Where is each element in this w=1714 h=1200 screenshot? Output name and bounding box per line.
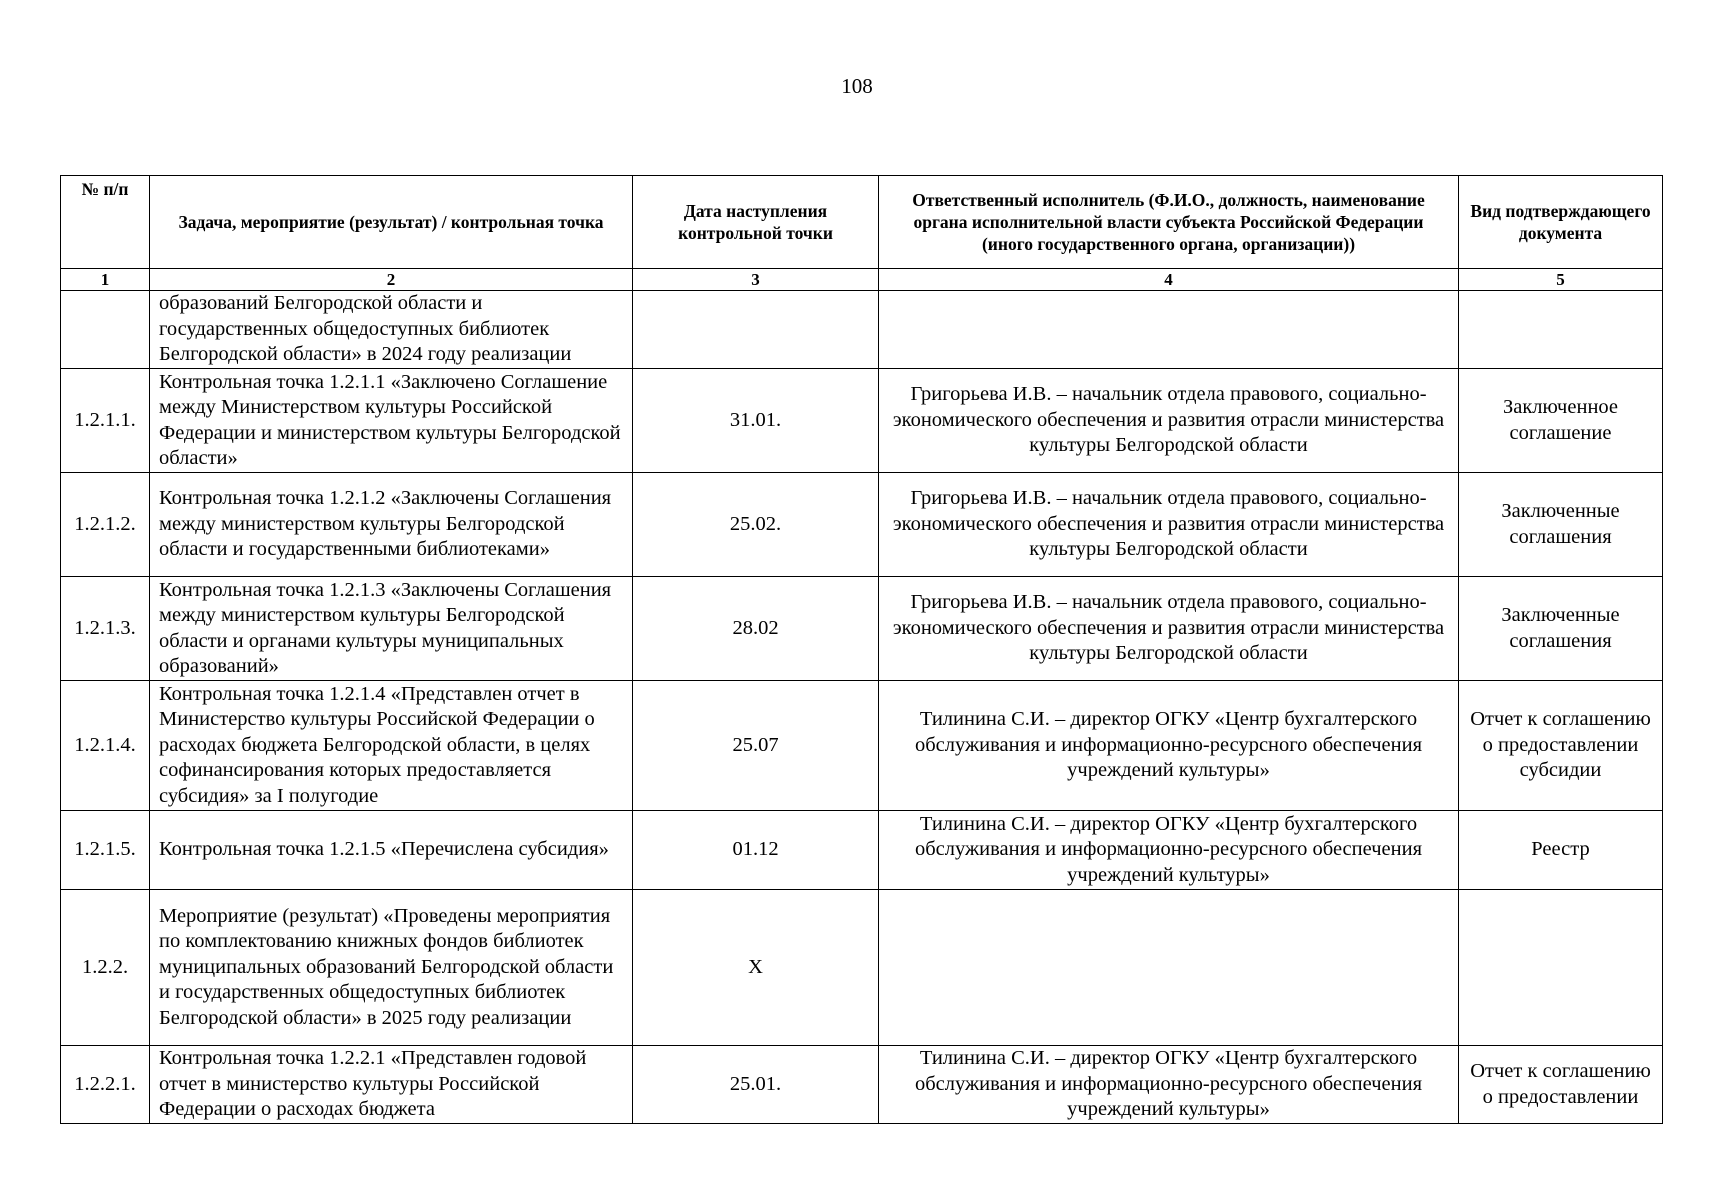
row-date: 28.02 — [633, 577, 879, 681]
page-number: 108 — [841, 74, 873, 98]
table-row — [61, 473, 1663, 577]
row-responsible — [879, 291, 1459, 369]
row-doc — [1459, 890, 1663, 1046]
table-row — [61, 1046, 1663, 1124]
header-date: Дата наступления контрольной точки — [633, 176, 879, 269]
table-row — [61, 681, 1663, 811]
table-row — [61, 577, 1663, 681]
table-row — [61, 811, 1663, 890]
row-num: 1.2.1.3. — [61, 577, 150, 681]
row-responsible — [879, 890, 1459, 1046]
table-row — [61, 291, 1663, 369]
row-responsible: Тилинина С.И. – директор ОГКУ «Центр бухгалтерского обслуживания и информационно-ресурсного обеспечения учреждений культуры» — [879, 1046, 1459, 1124]
row-task: Мероприятие (результат) «Проведены мероприятия по комплектованию книжных фондов библиотек муниципальных образований Белгородской области и государственных общедоступных библиотек Белгородской области» в 2025 году реализации — [150, 890, 633, 1046]
row-date: 31.01. — [633, 369, 879, 473]
column-number-row — [61, 269, 1663, 291]
row-doc: Отчет к соглашению о предоставлении — [1459, 1046, 1663, 1124]
row-task: Контрольная точка 1.2.1.3 «Заключены Соглашения между министерством культуры Белгородской области и органами культуры муниципальных образований» — [150, 577, 633, 681]
column-number: 3 — [633, 269, 879, 291]
row-doc — [1459, 291, 1663, 369]
row-date: 25.01. — [633, 1046, 879, 1124]
row-num: 1.2.1.2. — [61, 473, 150, 577]
table-row — [61, 369, 1663, 473]
row-task: Контрольная точка 1.2.1.5 «Перечислена субсидия» — [150, 811, 633, 890]
row-date: 25.02. — [633, 473, 879, 577]
row-date: 01.12 — [633, 811, 879, 890]
row-doc: Отчет к соглашению о предоставлении субсидии — [1459, 681, 1663, 811]
row-date: Х — [633, 890, 879, 1046]
row-responsible: Григорьева И.В. – начальник отдела правового, социально-экономического обеспечения и развития отрасли министерства культуры Белгородской области — [879, 473, 1459, 577]
header-doc: Вид подтверждающего документа — [1459, 176, 1663, 269]
row-doc: Заключенные соглашения — [1459, 577, 1663, 681]
header-task: Задача, мероприятие (результат) / контрольная точка — [150, 176, 633, 269]
column-number: 1 — [61, 269, 150, 291]
row-doc: Заключенное соглашение — [1459, 369, 1663, 473]
column-number: 5 — [1459, 269, 1663, 291]
row-date: 25.07 — [633, 681, 879, 811]
row-task: Контрольная точка 1.2.1.2 «Заключены Соглашения между министерством культуры Белгородской области и государственными библиотеками» — [150, 473, 633, 577]
row-num: 1.2.2.1. — [61, 1046, 150, 1124]
row-num: 1.2.2. — [61, 890, 150, 1046]
row-responsible: Тилинина С.И. – директор ОГКУ «Центр бухгалтерского обслуживания и информационно-ресурсного обеспечения учреждений культуры» — [879, 811, 1459, 890]
row-doc: Заключенные соглашения — [1459, 473, 1663, 577]
row-date — [633, 291, 879, 369]
row-task: Контрольная точка 1.2.1.4 «Представлен отчет в Министерство культуры Российской Федерации о расходах бюджета Белгородской области, в целях софинансирования которых предоставляется субсидия» за I полугодие — [150, 681, 633, 811]
row-task: образований Белгородской области и государственных общедоступных библиотек Белгородской области» в 2024 году реализации — [150, 291, 633, 369]
column-number: 2 — [150, 269, 633, 291]
header-responsible: Ответственный исполнитель (Ф.И.О., должность, наименование органа исполнительной власти субъекта Российской Федерации (иного государственного органа, организации)) — [879, 176, 1459, 269]
row-responsible: Григорьева И.В. – начальник отдела правового, социально-экономического обеспечения и развития отрасли министерства культуры Белгородской области — [879, 369, 1459, 473]
row-task: Контрольная точка 1.2.2.1 «Представлен годовой отчет в министерство культуры Российской Федерации о расходах бюджета — [150, 1046, 633, 1124]
header-num: № п/п — [61, 176, 150, 269]
column-number: 4 — [879, 269, 1459, 291]
table-row — [61, 890, 1663, 1046]
row-doc: Реестр — [1459, 811, 1663, 890]
row-responsible: Григорьева И.В. – начальник отдела правового, социально-экономического обеспечения и развития отрасли министерства культуры Белгородской области — [879, 577, 1459, 681]
table-header-row — [61, 176, 1663, 269]
row-num — [61, 291, 150, 369]
row-num: 1.2.1.4. — [61, 681, 150, 811]
row-num: 1.2.1.1. — [61, 369, 150, 473]
control-points-table — [60, 175, 1663, 1124]
row-task: Контрольная точка 1.2.1.1 «Заключено Соглашение между Министерством культуры Российской Федерации и министерством культуры Белгородской области» — [150, 369, 633, 473]
row-num: 1.2.1.5. — [61, 811, 150, 890]
row-responsible: Тилинина С.И. – директор ОГКУ «Центр бухгалтерского обслуживания и информационно-ресурсного обеспечения учреждений культуры» — [879, 681, 1459, 811]
